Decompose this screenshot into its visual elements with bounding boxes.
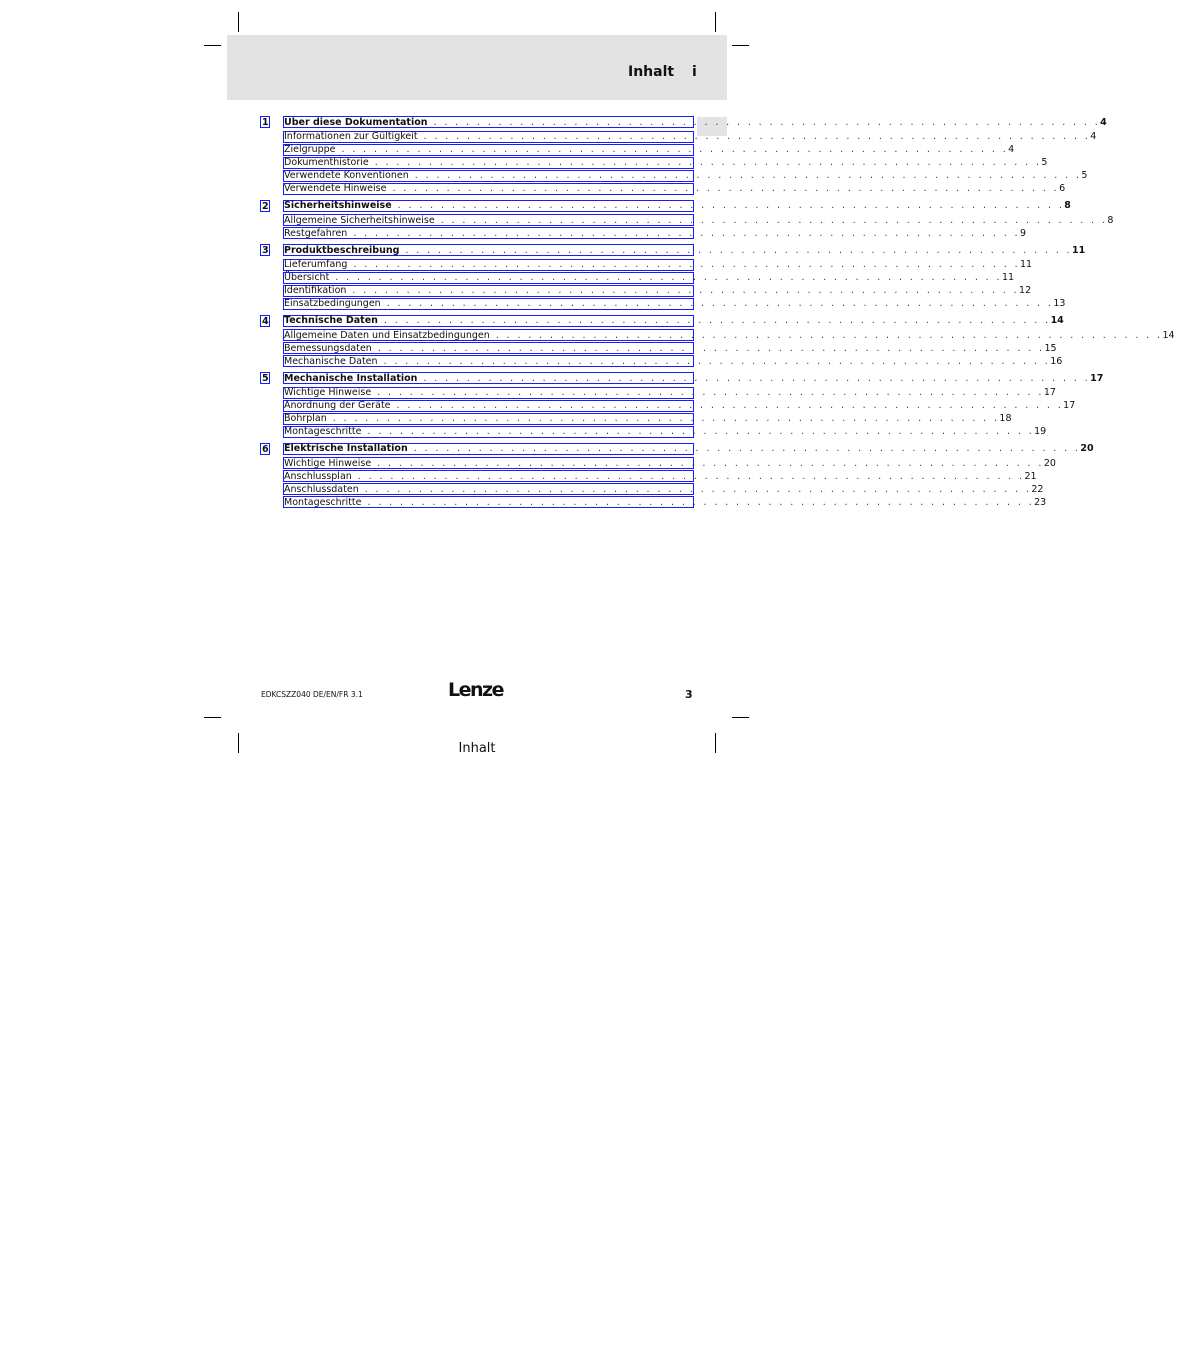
toc-section-link[interactable] xyxy=(283,183,1066,195)
dot-leader: . . . . . . . . . . . . . . . . . . . . . . . . . . . . . . . . . . . . . . . . . . . . . . . . . . . . . . . . . . . . . . xyxy=(386,298,1054,309)
chapter-number-link[interactable]: 3 xyxy=(262,245,269,256)
toc-section-link[interactable] xyxy=(283,413,1012,425)
toc-entry-title: Zielgruppe xyxy=(284,144,336,155)
toc-entry-title: Produktbeschreibung xyxy=(284,244,400,256)
toc-page-number: 20 xyxy=(1043,457,1056,469)
toc-page-number: 17 xyxy=(1043,387,1056,398)
chapter-number-link[interactable]: 1 xyxy=(262,117,269,128)
toc-page-number: 6 xyxy=(1059,183,1066,194)
toc-page-number: 4 xyxy=(1008,144,1015,155)
toc-entry-title: Wichtige Hinweise xyxy=(284,457,372,469)
dot-leader: . . . . . . . . . . . . . . . . . . . . . . . . . . . . . . . . . . . . . . . . . . . . . . . . . . . . . . . . . . . . . . xyxy=(413,443,1081,454)
toc-section-row xyxy=(260,131,1097,144)
toc-page-number: 16 xyxy=(1050,355,1063,367)
toc-section-link[interactable] xyxy=(283,298,1066,310)
dot-leader: . . . . . . . . . . . . . . . . . . . . . . . . . . . . . . . . . . . . . . . . . . . . . . . . . . . . . . . . . . . . . . xyxy=(367,496,1035,508)
toc-section-row xyxy=(260,259,1033,272)
toc-entry-title: Anordnung der Geräte xyxy=(284,400,391,411)
toc-entry-title: Technische Daten xyxy=(284,315,378,326)
toc-entry-title: Allgemeine Sicherheitshinweise xyxy=(284,214,435,226)
toc-chapter-row xyxy=(260,116,1107,129)
toc-entry-title: Montageschritte xyxy=(284,496,362,508)
toc-page-number: 21 xyxy=(1024,470,1037,482)
toc-page-number: 11 xyxy=(1020,259,1033,270)
toc-section-row xyxy=(260,298,1066,311)
toc-entry-title: Mechanische Installation xyxy=(284,372,418,384)
toc-page-number: 22 xyxy=(1031,483,1044,495)
toc-section-row xyxy=(260,214,1114,227)
toc-entry-title: Sicherheitshinweise xyxy=(284,200,392,211)
dot-leader: . . . . . . . . . . . . . . . . . . . . . . . . . . . . . . . . . . . . . . . . . . . . . . . . . . . . . . . . . . . . . . xyxy=(377,387,1044,398)
dot-leader: . . . . . . . . . . . . . . . . . . . . . . . . . . . . . . . . . . . . . . . . . . . . . . . . . . . . . . . . . . . . . . xyxy=(495,329,1163,341)
toc-section-link[interactable] xyxy=(283,214,1114,226)
toc-section-link[interactable] xyxy=(283,496,1047,508)
toc-page-number: 18 xyxy=(999,413,1012,424)
toc-page-number: 5 xyxy=(1041,157,1048,168)
toc-section-row xyxy=(260,413,1012,426)
toc-page-number: 17 xyxy=(1063,400,1076,411)
toc-entry-title: Mechanische Daten xyxy=(284,355,378,367)
toc-chapter-row xyxy=(260,372,1104,385)
dot-leader: . . . . . . . . . . . . . . . . . . . . . . . . . . . . . . . . . . . . . . . . . . . . . . . . . . . . . . . . . . . . . . xyxy=(335,272,1002,283)
dot-leader: . . . . . . . . . . . . . . . . . . . . . . . . . . . . . . . . . . . . . . . . . . . . . . . . . . . . . . . . . . . . . . xyxy=(397,200,1065,211)
toc-section-link[interactable] xyxy=(283,329,1175,341)
dot-leader: . . . . . . . . . . . . . . . . . . . . . . . . . . . . . . . . . . . . . . . . . . . . . . . . . . . . . . . . . . . . . . xyxy=(364,483,1032,495)
toc-section-row xyxy=(260,387,1056,400)
toc-chapter-link[interactable] xyxy=(283,200,1071,212)
toc-page-number: 11 xyxy=(1001,272,1015,283)
page-number: 3 xyxy=(685,688,693,701)
dot-leader: . . . . . . . . . . . . . . . . . . . . . . . . . . . . . . . . . . . . . . . . . . . . . . . . . . . . . . . . . . . . . . xyxy=(396,400,1064,411)
chapter-number-link[interactable]: 6 xyxy=(262,443,269,455)
toc-page-number: 17 xyxy=(1090,372,1104,384)
dot-leader: . . . . . . . . . . . . . . . . . . . . . . . . . . . . . . . . . . . . . . . . . . . . . . . . . . . . . . . . . . . . . . xyxy=(377,342,1045,354)
toc-section-link[interactable] xyxy=(283,170,1088,182)
lenze-logo: Lenze xyxy=(448,679,503,701)
chapter-number-link[interactable]: 2 xyxy=(262,200,269,212)
dot-leader: . . . . . . . . . . . . . . . . . . . . . . . . . . . . . . . . . . . . . . . . . . . . . . . . . . . . . . . . . . . . . . xyxy=(374,157,1042,168)
page-title: Inhalt xyxy=(628,64,675,80)
toc-section-link[interactable] xyxy=(283,387,1056,399)
toc-page-number: 4 xyxy=(1100,116,1107,128)
toc-section-row xyxy=(260,227,1027,240)
toc-section-link[interactable] xyxy=(283,470,1037,482)
dot-leader: . . . . . . . . . . . . . . . . . . . . . . . . . . . . . . . . . . . . . . . . . . . . . . . . . . . . . . . . . . . . . . xyxy=(341,144,1009,155)
document-code: EDKCSZZ040 DE/EN/FR 3.1 xyxy=(261,690,363,699)
toc-section-row xyxy=(260,144,1015,157)
toc-entry-title: Bohrplan xyxy=(284,413,327,424)
toc-section-link[interactable] xyxy=(283,400,1076,412)
toc-section-row xyxy=(260,426,1047,439)
toc-entry-title: Einsatzbedingungen xyxy=(284,298,381,309)
dot-leader: . . . . . . . . . . . . . . . . . . . . . . . . . . . . . . . . . . . . . . . . . . . . . . . . . . . . . . . . . . . . . . xyxy=(414,170,1082,181)
crop-mark xyxy=(204,45,221,46)
toc-section-link[interactable] xyxy=(283,342,1057,354)
toc-section-row xyxy=(260,496,1047,509)
toc-entry-title: Dokumenthistorie xyxy=(284,157,369,168)
toc-section-link[interactable] xyxy=(283,259,1033,271)
toc-section-link[interactable] xyxy=(283,285,1032,297)
toc-page-number: 9 xyxy=(1019,227,1027,239)
toc-section-link[interactable] xyxy=(283,426,1047,438)
table-of-contents xyxy=(260,116,1175,509)
toc-chapter-link[interactable] xyxy=(283,372,1104,384)
toc-section-link[interactable] xyxy=(283,131,1097,143)
toc-section-row xyxy=(260,457,1056,470)
dot-leader: . . . . . . . . . . . . . . . . . . . . . . . . . . . . . . . . . . . . . . . . . . . . . . . . . . . . . . . . . . . . . . xyxy=(353,259,1021,270)
toc-page-number: 19 xyxy=(1034,426,1047,437)
toc-entry-title: Anschlussplan xyxy=(284,470,352,482)
toc-chapter-row xyxy=(260,443,1094,456)
dot-leader: . . . . . . . . . . . . . . . . . . . . . . . . . . . . . . . . . . . . . . . . . . . . . . . . . . . . . . . . . . . . . . xyxy=(332,413,1000,424)
toc-chapter-link[interactable] xyxy=(283,244,1086,256)
toc-page-number: 8 xyxy=(1064,200,1071,211)
toc-page-number: 23 xyxy=(1034,496,1047,508)
toc-page-number: 14 xyxy=(1050,315,1064,326)
toc-section-link[interactable] xyxy=(283,457,1056,469)
crop-mark xyxy=(732,717,749,718)
toc-entry-title: Wichtige Hinweise xyxy=(284,387,372,398)
toc-entry-title: Bemessungsdaten xyxy=(284,342,372,354)
toc-page-number: 15 xyxy=(1044,342,1057,354)
toc-page-number: 20 xyxy=(1080,443,1094,454)
toc-section-row xyxy=(260,400,1076,413)
toc-entry-title: Verwendete Hinweise xyxy=(284,183,387,194)
info-icon: i xyxy=(692,64,697,80)
toc-entry-title: Elektrische Installation xyxy=(284,443,408,454)
toc-chapter-row xyxy=(260,200,1071,213)
toc-section-link[interactable] xyxy=(283,272,1015,284)
toc-entry-title: Informationen zur Gültigkeit xyxy=(284,131,418,142)
toc-section-row xyxy=(260,342,1057,355)
toc-entry-title: Übersicht xyxy=(284,272,330,283)
toc-page-number: 12 xyxy=(1019,285,1032,296)
dot-leader: . . . . . . . . . . . . . . . . . . . . . . . . . . . . . . . . . . . . . . . . . . . . . . . . . . . . . . . . . . . . . . xyxy=(377,457,1044,469)
toc-chapter-link[interactable] xyxy=(283,443,1094,455)
dot-leader: . . . . . . . . . . . . . . . . . . . . . . . . . . . . . . . . . . . . . . . . . . . . . . . . . . . . . . . . . . . . . . xyxy=(423,131,1091,142)
toc-section-row xyxy=(260,170,1088,183)
dot-leader: . . . . . . . . . . . . . . . . . . . . . . . . . . . . . . . . . . . . . . . . . . . . . . . . . . . . . . . . . . . . . . xyxy=(383,315,1051,326)
toc-section-row xyxy=(260,470,1037,483)
toc-section-row xyxy=(260,157,1048,170)
toc-page-number: 5 xyxy=(1081,170,1088,181)
toc-page-number: 11 xyxy=(1072,244,1086,256)
toc-entry-title: Lieferumfang xyxy=(284,259,348,270)
toc-page-number: 4 xyxy=(1090,131,1097,142)
toc-entry-title: Montageschritte xyxy=(284,426,362,437)
toc-section-row xyxy=(260,329,1175,342)
chapter-number-link[interactable]: 4 xyxy=(262,315,269,327)
toc-section-link[interactable] xyxy=(283,355,1063,367)
toc-section-link[interactable] xyxy=(283,157,1048,169)
dot-leader: . . . . . . . . . . . . . . . . . . . . . . . . . . . . . . . . . . . . . . . . . . . . . . . . . . . . . . . . . . . . . . xyxy=(367,426,1035,437)
dot-leader: . . . . . . . . . . . . . . . . . . . . . . . . . . . . . . . . . . . . . . . . . . . . . . . . . . . . . . . . . . . . . . xyxy=(352,285,1020,296)
toc-section-row xyxy=(260,272,1015,285)
page-caption: Inhalt xyxy=(458,741,496,756)
toc-page-number: 8 xyxy=(1107,214,1114,226)
toc-entry-title: Verwendete Konventionen xyxy=(284,170,409,181)
toc-entry-title: Allgemeine Daten und Einsatzbedingungen xyxy=(284,329,490,341)
dot-leader: . . . . . . . . . . . . . . . . . . . . . . . . . . . . . . . . . . . . . . . . . . . . . . . . . . . . . . . . . . . . . . xyxy=(433,116,1101,128)
dot-leader: . . . . . . . . . . . . . . . . . . . . . . . . . . . . . . . . . . . . . . . . . . . . . . . . . . . . . . . . . . . . . . xyxy=(440,214,1108,226)
crop-mark xyxy=(715,12,716,32)
toc-section-link[interactable] xyxy=(283,227,1027,239)
toc-section-row xyxy=(260,285,1032,298)
dot-leader: . . . . . . . . . . . . . . . . . . . . . . . . . . . . . . . . . . . . . . . . . . . . . . . . . . . . . . . . . . . . . . xyxy=(357,470,1025,482)
toc-page-number: 13 xyxy=(1053,298,1066,309)
toc-chapter-link[interactable] xyxy=(283,116,1107,128)
dot-leader: . . . . . . . . . . . . . . . . . . . . . . . . . . . . . . . . . . . . . . . . . . . . . . . . . . . . . . . . . . . . . . xyxy=(405,244,1073,256)
dot-leader: . . . . . . . . . . . . . . . . . . . . . . . . . . . . . . . . . . . . . . . . . . . . . . . . . . . . . . . . . . . . . . xyxy=(392,183,1060,194)
crop-mark xyxy=(732,45,749,46)
toc-section-row xyxy=(260,355,1063,368)
toc-entry-title: Identifikation xyxy=(284,285,347,296)
toc-chapter-link[interactable] xyxy=(283,315,1064,327)
toc-entry-title: Anschlussdaten xyxy=(284,483,359,495)
dot-leader: . . . . . . . . . . . . . . . . . . . . . . . . . . . . . . . . . . . . . . . . . . . . . . . . . . . . . . . . . . . . . . xyxy=(423,372,1091,384)
crop-mark xyxy=(204,717,221,718)
toc-chapter-row xyxy=(260,315,1064,328)
dot-leader: . . . . . . . . . . . . . . . . . . . . . . . . . . . . . . . . . . . . . . . . . . . . . . . . . . . . . . . . . . . . . . xyxy=(383,355,1051,367)
toc-section-row xyxy=(260,483,1044,496)
crop-mark xyxy=(238,12,239,32)
toc-entry-title: Über diese Dokumentation xyxy=(284,116,428,128)
toc-section-row xyxy=(260,183,1066,196)
toc-section-link[interactable] xyxy=(283,483,1044,495)
toc-section-link[interactable] xyxy=(283,144,1015,156)
toc-chapter-row xyxy=(260,244,1086,257)
dot-leader: . . . . . . . . . . . . . . . . . . . . . . . . . . . . . . . . . . . . . . . . . . . . . . . . . . . . . . . . . . . . . . xyxy=(353,227,1020,239)
toc-page-number: 14 xyxy=(1162,329,1175,341)
toc-entry-title: Restgefahren xyxy=(284,227,348,239)
chapter-number-link[interactable]: 5 xyxy=(262,373,269,384)
